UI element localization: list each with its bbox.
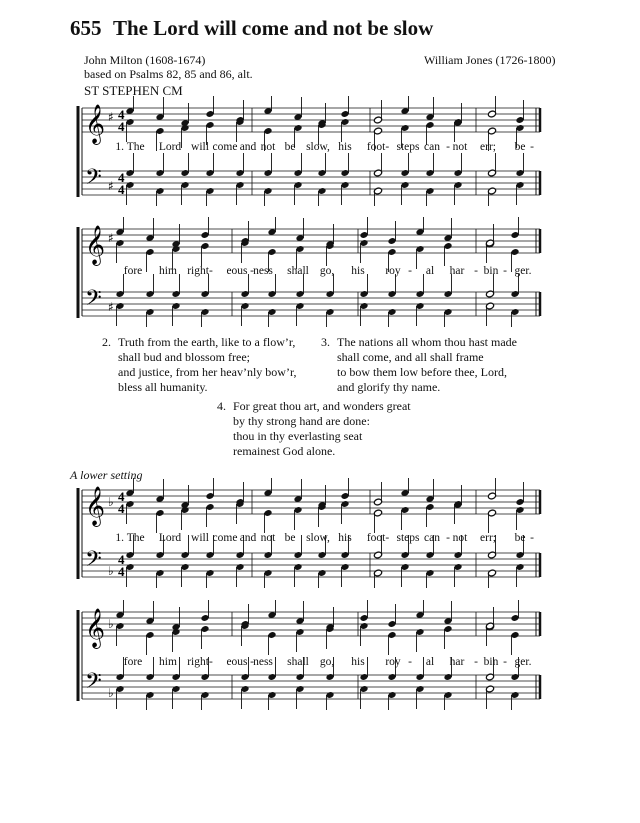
- verse-line: thou in thy everlasting seat: [233, 429, 363, 443]
- lyric-syllable: foot-: [366, 532, 390, 544]
- sharp-sign: ♯: [108, 179, 114, 193]
- treble-clef: 𝄞: [85, 486, 106, 526]
- lyric-syllable: will: [191, 532, 209, 544]
- lyric-syllable: Lord: [158, 532, 182, 544]
- lyrics-line: [0, 656, 640, 672]
- music-system-2: [0, 217, 640, 327]
- lyric-syllable: -: [503, 265, 507, 277]
- lyrics-line: [0, 265, 640, 281]
- lyric-syllable: his: [338, 141, 352, 153]
- score-staff-pair: [0, 600, 640, 710]
- lyric-syllable: roy: [385, 656, 401, 668]
- lyric-syllable: go,: [319, 656, 335, 668]
- hymn-number: 655: [70, 16, 102, 40]
- time-signature: 4: [118, 107, 125, 122]
- lyric-syllable: err;: [480, 532, 496, 544]
- flat-sign: ♭: [108, 564, 114, 578]
- lyric-syllable: and: [239, 141, 257, 153]
- verse-line: shall bud and blossom free;: [118, 350, 250, 364]
- lyric-syllable: can: [424, 141, 440, 153]
- lyric-syllable: shall: [287, 265, 309, 277]
- bass-clef: 𝄢: [85, 547, 102, 577]
- flat-sign: ♭: [108, 686, 114, 700]
- lyric-syllable: err;: [480, 141, 496, 153]
- flat-sign: ♭: [108, 495, 114, 509]
- sharp-sign: ♯: [108, 300, 114, 314]
- verse-line: Truth from the earth, like to a flow’r,: [118, 335, 296, 349]
- lyric-syllable: him: [159, 656, 177, 668]
- lyric-syllable: -: [530, 532, 534, 544]
- words-source: based on Psalms 82, 85 and 86, alt.: [84, 67, 253, 81]
- hymn-title: The Lord will come and not be slow: [113, 16, 434, 40]
- lyric-syllable: ness: [253, 265, 273, 277]
- lyric-syllable: al: [425, 265, 435, 277]
- lyric-syllable: har: [449, 265, 465, 277]
- time-signature: 4: [118, 489, 125, 504]
- lyric-syllable: not: [452, 141, 468, 153]
- lyric-syllable: and: [239, 532, 257, 544]
- lyric-syllable: come: [212, 141, 238, 153]
- treble-clef: 𝄞: [85, 225, 106, 265]
- time-signature: 4: [118, 182, 125, 197]
- lyric-syllable: foot-: [366, 141, 390, 153]
- lyric-syllable: har: [449, 656, 465, 668]
- lyric-syllable: him: [159, 265, 177, 277]
- treble-clef: 𝄞: [85, 608, 106, 648]
- lyric-syllable: slow,: [306, 141, 330, 153]
- lyric-syllable: al: [425, 656, 435, 668]
- lyric-syllable: be: [284, 532, 296, 544]
- flat-sign: ♭: [108, 617, 114, 631]
- verse-number: 3.: [321, 335, 330, 349]
- lyric-syllable: go,: [319, 265, 335, 277]
- verse-4: [217, 399, 411, 459]
- lyric-syllable: fore: [123, 265, 143, 277]
- lyric-syllable: -: [408, 656, 412, 668]
- lyric-syllable: eous: [226, 265, 248, 277]
- lyric-syllable: his: [351, 265, 365, 277]
- bass-clef: 𝄢: [85, 286, 102, 316]
- lyric-syllable: slow,: [306, 532, 330, 544]
- lyric-syllable: can: [424, 532, 440, 544]
- lyric-syllable: -: [446, 141, 450, 153]
- lyric-syllable: eous: [226, 656, 248, 668]
- time-signature: 4: [118, 501, 125, 516]
- time-signature: 4: [118, 552, 125, 567]
- lyric-syllable: ger.: [514, 265, 532, 277]
- lyric-syllable: -: [503, 656, 507, 668]
- lyric-syllable: not: [260, 141, 276, 153]
- lyrics-line: [0, 141, 640, 157]
- verse-line: bless all humanity.: [118, 380, 208, 394]
- music-system-1: [0, 96, 640, 236]
- lyric-syllable: bin: [483, 656, 499, 668]
- verse-2: [102, 335, 297, 395]
- lyrics-line: [0, 532, 640, 548]
- lyric-syllable: not: [452, 532, 468, 544]
- lyric-syllable: 1. The: [115, 141, 145, 153]
- lyric-syllable: -: [530, 141, 534, 153]
- verse-line: by thy strong hand are done:: [233, 414, 370, 428]
- lower-setting-label: A lower setting: [70, 468, 143, 482]
- time-signature: 4: [118, 564, 125, 579]
- lyric-syllable: ger.: [514, 656, 532, 668]
- lyric-syllable: roy: [385, 265, 401, 277]
- verse-line: For great thou art, and wonders great: [233, 399, 411, 413]
- lyric-syllable: -: [474, 656, 478, 668]
- verse-line: to bow them low before thee, Lord,: [337, 365, 507, 379]
- lyric-syllable: -: [408, 265, 412, 277]
- verse-line: shall come, and all shall frame: [337, 350, 484, 364]
- lyric-syllable: fore: [123, 656, 143, 668]
- lyric-syllable: be: [514, 532, 526, 544]
- lyric-syllable: be: [284, 141, 296, 153]
- sharp-sign: ♯: [108, 110, 114, 124]
- lyric-syllable: not: [260, 532, 276, 544]
- lyric-syllable: come: [212, 532, 238, 544]
- music-system-4: [0, 600, 640, 710]
- verse-3: [321, 335, 517, 395]
- tune-name: ST STEPHEN CM: [84, 83, 183, 98]
- lyric-syllable: -: [250, 656, 254, 668]
- lyric-syllable: shall: [287, 656, 309, 668]
- verse-number: 4.: [217, 399, 226, 413]
- verse-line: and justice, from her heav’nly bow’r,: [118, 365, 297, 379]
- lyric-syllable: be: [514, 141, 526, 153]
- lyric-syllable: 1. The: [115, 532, 145, 544]
- lyric-syllable: Lord: [158, 141, 182, 153]
- lyric-syllable: his: [338, 532, 352, 544]
- bass-clef: 𝄢: [85, 165, 102, 195]
- lyric-syllable: -: [474, 265, 478, 277]
- lyric-syllable: his: [351, 656, 365, 668]
- lyric-syllable: bin: [483, 265, 499, 277]
- treble-clef: 𝄞: [85, 104, 106, 144]
- lyric-syllable: ness: [253, 656, 273, 668]
- lyric-syllable: -: [446, 532, 450, 544]
- sharp-sign: ♯: [108, 231, 114, 245]
- lyric-syllable: right-: [187, 265, 213, 277]
- verse-line: and glorify thy name.: [337, 380, 441, 394]
- time-signature: 4: [118, 119, 125, 134]
- time-signature: 4: [118, 170, 125, 185]
- lyric-syllable: steps: [396, 532, 420, 544]
- verse-line: The nations all whom thou hast made: [337, 335, 517, 349]
- words-author: John Milton (1608-1674): [84, 53, 206, 67]
- lyric-syllable: steps: [396, 141, 420, 153]
- verse-line: remainest God alone.: [233, 444, 336, 458]
- music-author: William Jones (1726-1800): [424, 53, 556, 67]
- lyric-syllable: -: [250, 265, 254, 277]
- bass-clef: 𝄢: [85, 669, 102, 699]
- music-system-3: [0, 478, 640, 598]
- verse-number: 2.: [102, 335, 111, 349]
- lyric-syllable: right-: [187, 656, 213, 668]
- lyric-syllable: will: [191, 141, 209, 153]
